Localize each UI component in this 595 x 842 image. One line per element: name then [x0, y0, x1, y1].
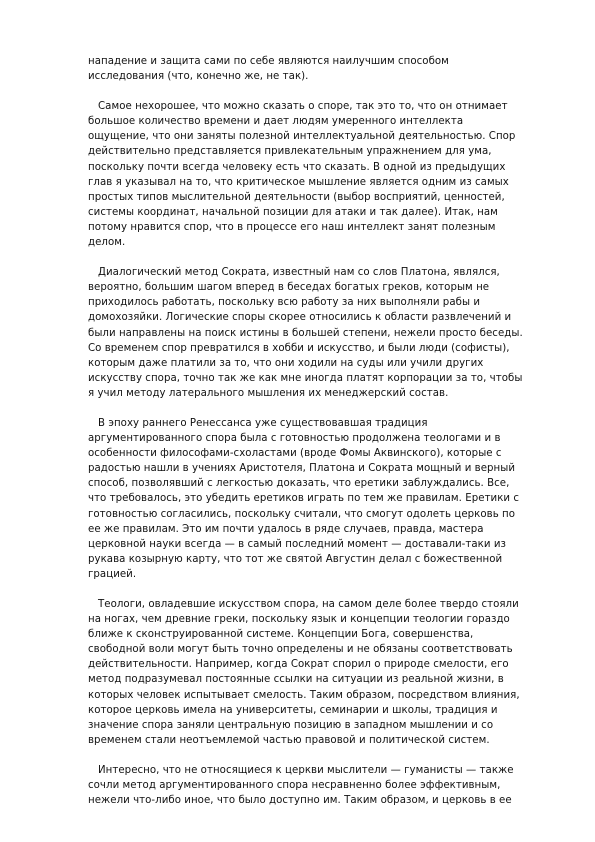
text-line: нападение и защита сами по себе являются наилучшим способом — [88, 56, 449, 67]
text-line: были направлены на поиск истины в большей степени, нежели просто беседы. — [88, 327, 523, 339]
text-line: действительности. Например, когда Сократ спорил о природе смелости, его — [88, 659, 509, 671]
text-line: Самое нехорошее, что можно сказать о споре, так это то, что он отнимает — [98, 101, 508, 113]
text-line: рукава козырную карту, что тот же святой Августин делал с божественной — [88, 553, 503, 565]
text-line: нежели что-либо иное, что было доступно им. Таким образом, и церковь в ее — [88, 795, 512, 807]
text-line: простых типов мыслительной деятельности (выбор восприятий, ценностей, — [88, 191, 505, 203]
text-line: поскольку почти всегда человеку есть что сказать. В одной из предыдущих — [88, 161, 506, 173]
text-line: ее же правилам. Это им почти удалось в ряде случаев, правда, мастера — [88, 523, 484, 535]
text-line: метод подразумевал постоянные ссылки на ситуации из реальной жизни, в — [88, 674, 504, 686]
text-line: что требовалось, это убедить еретиков играть по тем же правилам. Еретики с — [88, 493, 520, 505]
text-line: Интересно, что не относящиеся к церкви мыслители — гуманисты — также — [98, 764, 514, 776]
text-line: на ногах, чем древние греки, поскольку язык и концепции теологии гораздо — [88, 614, 510, 626]
text-line: я учил методу латерального мышления их менеджерский состав. — [88, 387, 449, 399]
text-line: искусству спора, точно так же как мне иногда платят корпорации за то, чтобы — [88, 372, 523, 384]
text-line: глав я указывал на то, что критическое мышление является одним из самых — [88, 176, 509, 188]
text-line: домохозяйки. Логические споры скорее относились к области развлечений и — [88, 312, 512, 324]
text-line: исследования (что, конечно же, не так). — [88, 71, 309, 83]
text-line: сочли метод аргументированного спора несравненно более эффективным, — [88, 780, 501, 792]
text-line: церковной науки всегда — в самый последний момент — доставали-таки из — [88, 538, 506, 550]
text-line: которым даже платили за то, что они ходили на суды или учили других — [88, 357, 484, 369]
text-line: временем стали неотъемлемой частью правовой и политической систем. — [88, 734, 490, 746]
text-line: приходилось работать, поскольку всю работу за них выполняли рабы и — [88, 297, 480, 309]
text-line: В эпоху раннего Ренессанса уже существовавшая традиция — [98, 417, 428, 429]
text-line: ощущение, что они заняты полезной интеллектуальной деятельностью. Спор — [88, 131, 516, 143]
document-body — [88, 54, 550, 823]
text-line: свободной воли могут быть точно определены и не обязаны соответствовать — [88, 644, 513, 656]
text-line: которых человек испытывает смелость. Таким образом, посредством влияния, — [88, 689, 520, 701]
text-line: которое церковь имела на университеты, семинарии и школы, традиция и — [88, 704, 498, 716]
text-line: системы координат, начальной позиции для атаки и так далее). Итак, нам — [88, 206, 498, 218]
text-line: готовностью согласились, поскольку считали, что смогут одолеть церковь по — [88, 508, 516, 520]
text-line: Со временем спор превратился в хобби и искусство, и были люди (софисты), — [88, 342, 510, 354]
text-line: способ, позволявший с легкостью доказать, что еретики заблуждались. Все, — [88, 478, 510, 490]
text-line: Теологи, овладевшие искусством спора, на самом деле более твердо стояли — [98, 599, 519, 610]
paragraph-1 — [88, 54, 550, 84]
text-line: аргументированного спора была с готовностью продолжена теологами и в — [88, 433, 501, 445]
text-line: большое количество времени и дает людям умеренного интеллекта — [88, 116, 464, 128]
paragraph-3 — [88, 265, 550, 401]
text-line: ближе к сконструированной системе. Концепции Бога, совершенства, — [88, 629, 474, 641]
text-line: значение спора заняли центральную позицию в западном мышлении и со — [88, 719, 494, 731]
text-line: особенности философами-схоластами (вроде Фомы Аквинского), которые с — [88, 448, 502, 460]
text-line: потому нравится спор, что в процессе его наш интеллект занят полезным — [88, 221, 496, 233]
text-line: действительно представляется привлекательным упражнением для ума, — [88, 146, 492, 158]
paragraph-4 — [88, 416, 550, 582]
text-line: делом. — [88, 237, 126, 249]
text-line: радостью нашли в учениях Аристотеля, Платона и Сократа мощный и верный — [88, 463, 516, 475]
paragraph-6 — [88, 763, 550, 808]
text-line: Диалогический метод Сократа, известный нам со слов Платона, являлся, — [98, 267, 500, 279]
paragraph-5 — [88, 597, 550, 748]
text-line: вероятно, большим шагом вперед в беседах богатых греков, которым не — [88, 282, 490, 294]
text-line: грацией. — [88, 568, 137, 580]
paragraph-2 — [88, 99, 550, 250]
